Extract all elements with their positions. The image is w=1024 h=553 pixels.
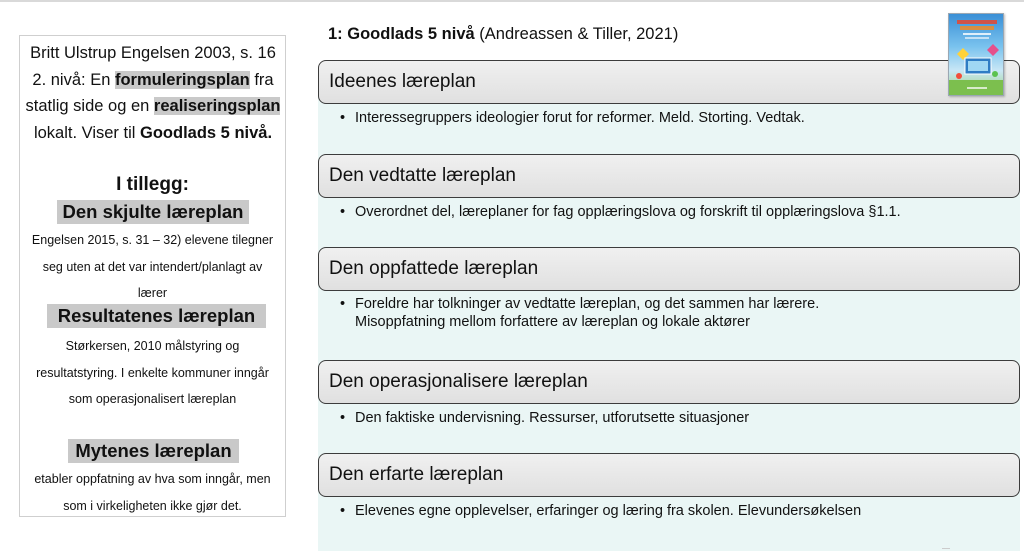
- desc-line: Foreldre har tolkninger av vedtatte læreplan, og det sammen har lærere.: [355, 296, 820, 312]
- intro-line-4: [23, 120, 283, 147]
- section-line: som operasjonalisert læreplan: [68, 392, 237, 406]
- level-erfarte-desc: [340, 502, 1010, 520]
- desc-line: Elevenes egne opplevelser, erfaringer og læring fra skolen. Elevundersøkelsen: [355, 503, 862, 519]
- section-title-skjulte: Den skjulte læreplan: [57, 200, 249, 224]
- intro-text: [23, 40, 283, 146]
- section-line: Størkersen, 2010 målstyring og: [65, 339, 240, 353]
- intro-line-2: [23, 67, 283, 94]
- bullet-icon: •: [340, 110, 346, 126]
- section-title-mytenes: Mytenes læreplan: [68, 439, 239, 463]
- intro-line-2-pre: 2. nivå: En: [32, 70, 115, 89]
- level-oppfattede: Den oppfattede læreplan: [318, 247, 1020, 291]
- section-text-resultatenes: [20, 333, 285, 413]
- section-line: seg uten at det var intendert/planlagt av: [42, 259, 263, 274]
- section-line: etabler oppfatning av hva som inngår, men: [34, 472, 271, 486]
- level-ideenes: Ideenes læreplan: [318, 60, 1020, 104]
- bullet-icon: •: [340, 296, 346, 312]
- book-cover-image: [948, 13, 1004, 96]
- bullet-icon: •: [340, 204, 346, 220]
- desc-line: Misoppfatning mellom forfattere av læreplan og lokale aktører: [355, 314, 750, 330]
- intro-line-3: [23, 93, 283, 120]
- goodlad-reference: Goodlads 5 nivå.: [140, 123, 273, 142]
- intro-line-2-post: fra: [249, 70, 274, 89]
- formuleringsplan-highlight: formuleringsplan: [114, 70, 250, 89]
- intro-line-4-pre: lokalt. Viser til: [33, 123, 141, 142]
- book-cover-illustration: [949, 14, 1004, 96]
- level-operasjonalisere: Den operasjonalisere læreplan: [318, 360, 1020, 404]
- section-line: Engelsen 2015, s. 31 – 32) elevene tilegner: [31, 233, 274, 247]
- intro-line-1: Britt Ulstrup Engelsen 2003, s. 16: [30, 44, 276, 62]
- left-text-panel: [19, 35, 286, 517]
- slide-title-citation: (Andreassen & Tiller, 2021): [474, 25, 679, 43]
- realiseringsplan-highlight: realiseringsplan: [153, 97, 281, 115]
- level-vedtatte-desc: [340, 203, 1010, 221]
- section-line: lærer: [137, 286, 168, 300]
- slide-title-bold: 1: Goodlads 5 nivå: [328, 25, 475, 43]
- section-text-skjulte: [20, 227, 285, 307]
- top-divider: [0, 0, 1024, 2]
- slide-title: [328, 25, 678, 44]
- bullet-icon: •: [340, 410, 346, 426]
- desc-line: Interessegruppers ideologier forut for reformer. Meld. Storting. Vedtak.: [355, 110, 805, 126]
- level-vedtatte: Den vedtatte læreplan: [318, 154, 1020, 198]
- level-erfarte: Den erfarte læreplan: [318, 453, 1020, 497]
- desc-line: Den faktiske undervisning. Ressurser, utforutsette situasjoner: [355, 410, 750, 426]
- section-line: resultatstyring. I enkelte kommuner inngår: [36, 365, 269, 380]
- section-title-resultatenes: Resultatenes læreplan: [47, 304, 266, 328]
- intro-line-3-pre: statlig side og en: [25, 97, 154, 115]
- level-oppfattede-desc: [340, 295, 1010, 331]
- section-text-mytenes: [20, 466, 285, 519]
- tillegg-heading: I tillegg:: [116, 174, 189, 195]
- desc-line: Overordnet del, læreplaner for fag opplæringslova og forskrift til opplæringslova §1.1.: [355, 204, 901, 220]
- bullet-icon: •: [340, 503, 346, 519]
- corner-mark: [942, 548, 950, 552]
- section-line: som i virkeligheten ikke gjør det.: [63, 498, 242, 513]
- level-ideenes-desc: [340, 109, 1010, 127]
- level-operasjonalisere-desc: [340, 409, 1010, 427]
